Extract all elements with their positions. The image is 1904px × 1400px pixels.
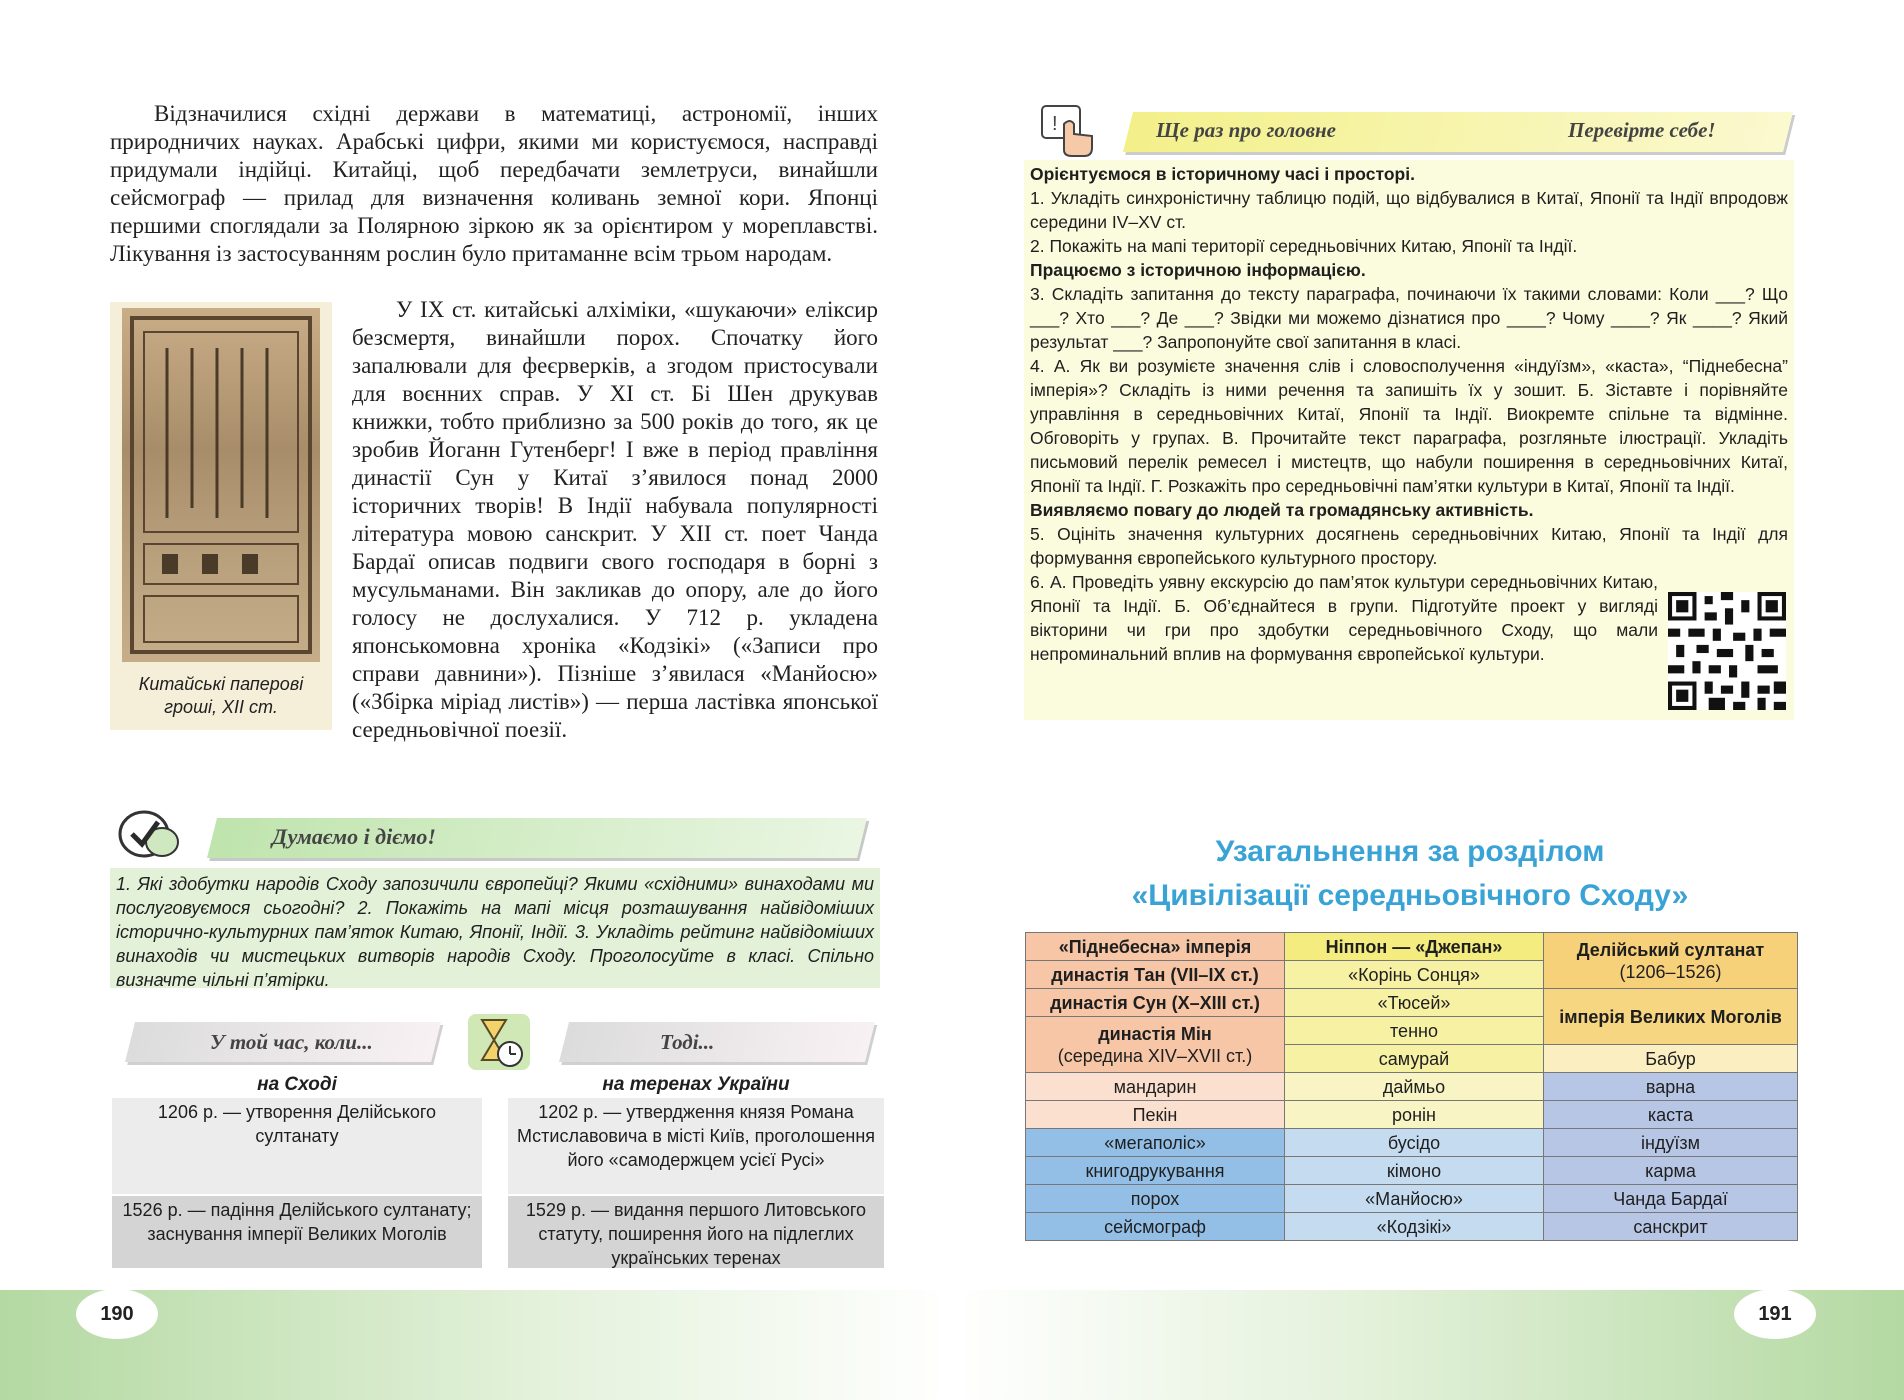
check-yourself-title: Перевірте себе! [1568, 118, 1716, 142]
intro-text [110, 100, 878, 268]
svg-text:!: ! [1052, 113, 1058, 135]
qr-code-icon[interactable] [1668, 592, 1786, 710]
col-china-header: «Піднебесна» імперія [1026, 933, 1285, 961]
timeline-left-2: 1526 р. — падіння Делійського султанату; заснування імперії Великих Моголів [112, 1196, 482, 1268]
paper-money-photo [110, 302, 332, 662]
think-tasks: 1. Які здобутки народів Сходу запозичили європейці? Якими «східними» винаходами ми послуговуємося сьогодні? 2. Покажіть на мапі місця розташування найвідоміших історично-культурних пам’яток Китаю, Японії, Індії. 3. Укладіть рейтинг найвідоміших винаходів чи мистецьких витворів народів Сходу. Проголосуйте в класі. Спільно визначте чільні п’ятірки. [110, 868, 880, 988]
page-number-right: 191 [1734, 1289, 1816, 1339]
col-japan-header: Ніппон — «Джепан» [1285, 933, 1544, 961]
question-1: 1. Укладіть синхроністичну таблицю подій, що відбувалися в Китаї, Японії та Індії впродовж середини IV–XV ст. [1030, 188, 1788, 232]
bottom-band [0, 1290, 1904, 1400]
question-4: 4. А. Як ви розумієте значення слів і словосполучення «індуїзм», «каста», “Піднебесна” імперія»? Складіть із ними речення та запишіть їх у зошит. Б. Зіставте і порівняйте управління в середньовічних Китаї, Японії та Індії. Виокремте спільне та відмінне. Обговоріть у групах. В. Прочитайте текст параграфа, розгляньте ілюстрації. Укладіть письмовий перелік ремесел і мистецтв, що набули поширення в середньовічних Китаї, Японії та Індії. Г. Розкажіть про середньовічні пам’ятки культури в Китаї, Японії та Індії. [1030, 356, 1788, 496]
main-text [352, 296, 878, 744]
think-title: Думаємо і діємо! [272, 824, 436, 849]
timeline-sub-left: на Сході [257, 1074, 337, 1095]
timeline-sub-right: на теренах України [602, 1074, 790, 1095]
summary-title: Узагальнення за розділом «Цивілізації середньовічного Сходу» [1131, 835, 1689, 912]
timeline-ribbon-right [559, 1022, 875, 1062]
hand-pointer-icon [1040, 104, 1096, 158]
question-5: 5. Оцініть значення культурних досягнень середньовічних Китаю, Японії та Індії для формування європейського культурного простору. [1030, 524, 1788, 568]
question-6: 6. А. Проведіть уявну екскурсію до пам’яток культури середньовічних Китаю, Японії та Індії. Б. Об’єднайтеся в групи. Підготуйте проект у вигляді вікторини чи гри про здобутки середньовічного Сходу, що мали непроминальний вплив на формування європейської культури. [1030, 572, 1658, 664]
hourglass-clock-icon [466, 1012, 532, 1072]
question-2: 2. Покажіть на мапі території середньовічних Китаю, Японії та Індії. [1030, 236, 1578, 256]
section-respect: Виявляємо повагу до людей та громадянську активність. [1030, 500, 1534, 520]
section-time-space: Орієнтуємося в історичному часі і просторі. [1030, 164, 1415, 184]
section-information: Працюємо з історичною інформацією. [1030, 260, 1366, 280]
review-title: Ще раз про головне [1156, 118, 1336, 142]
ming-dynasty-cell: династія Мін (середина XIV–XVII ст.) [1026, 1017, 1285, 1073]
timeline-header-left: У той час, коли... [210, 1030, 373, 1054]
timeline-left-1: 1206 р. — утворення Делійського султанату [112, 1098, 482, 1194]
timeline-right-2: 1529 р. — видання першого Литовського статуту, поширення його на підлеглих українських теренах [508, 1196, 884, 1268]
timeline-right-1: 1202 р. — утвердження князя Романа Мстиславовича в місті Київ, проголошення його «самодержцем усієї Русі» [508, 1098, 884, 1194]
page-number-left: 190 [76, 1289, 158, 1339]
paragraph-2: У IX ст. китайські алхіміки, «шукаючи» еліксир безсмертя, винайшли порох. Спочатку його запалювали для феєрверків, а згодом пристосували для воєнних справ. У XI ст. Бі Шен друкував книжки, тобто приблизно за 500 років до того, як це зробив Йоганн Гутенберг! І вже в період правління династії Сун у Китаї з’явилося понад 2000 історичних творів! В Індії набувала популярності література мовою санскрит. У XII ст. поет Чанда Бардаї описав подвиги свого господаря в борні з мусульманами. Він закликав до опору, але до його голосу не дослухалися. У 712 р. укладена японськомовна хроніка «Кодзікі» («Записи про справи давнини»). Пізніше з’явилася «Манйосю» («Збірка міріад листів») — перша ластівка японської середньовічної поезії. [352, 297, 878, 742]
col-india-header: Делійський султанат (1206–1526) [1544, 933, 1798, 989]
question-3: 3. Складіть запитання до тексту параграфа, починаючи їх такими словами: Коли ___? Що ___? Хто ___? Де ___? Звідки ми можемо дізнатися про ____? Чому ____? Як ____? Який результат ___? Запропонуйте свої запитання в класі. [1030, 284, 1788, 352]
timeline-header-right: Тоді... [660, 1030, 715, 1054]
photo-caption: Китайські паперові гроші, XII ст. [110, 662, 332, 730]
checkmark-chat-icon [118, 808, 184, 864]
paragraph-1: Відзначилися східні держави в математиці, астрономії, інших природничих науках. Арабські цифри, якими ми користуємося, насправді придумали індійці. Китайці, щоб передбачати землетруси, винайшли сейсмограф — прилад для визначення коливань земної кори. Японці першими споглядали за Полярною зіркою як за орієнтиром у мореплавстві. Лікування із застосуванням рослин було притаманне всім трьом народам. [110, 101, 878, 266]
summary-table: «Піднебесна» імперія Ніппон — «Джепан» Делійський султанат (1206–1526) династія Тан (VII–IX ст.) «Корінь Сонця» династія Сун (X–XIII ст.) «Тюсей» імперія Великих Моголів династія Мін (середина XIV–XVII ст.) тенно самурай Бабур мандарин даймьо варна Пекін ронін каста «мегаполіс» бусідо індуїзм книгодрукування кімоно карма порох «Манйосю» Чанда Бардаї сейсмограф «Кодзікі» санскрит [1025, 932, 1798, 1241]
